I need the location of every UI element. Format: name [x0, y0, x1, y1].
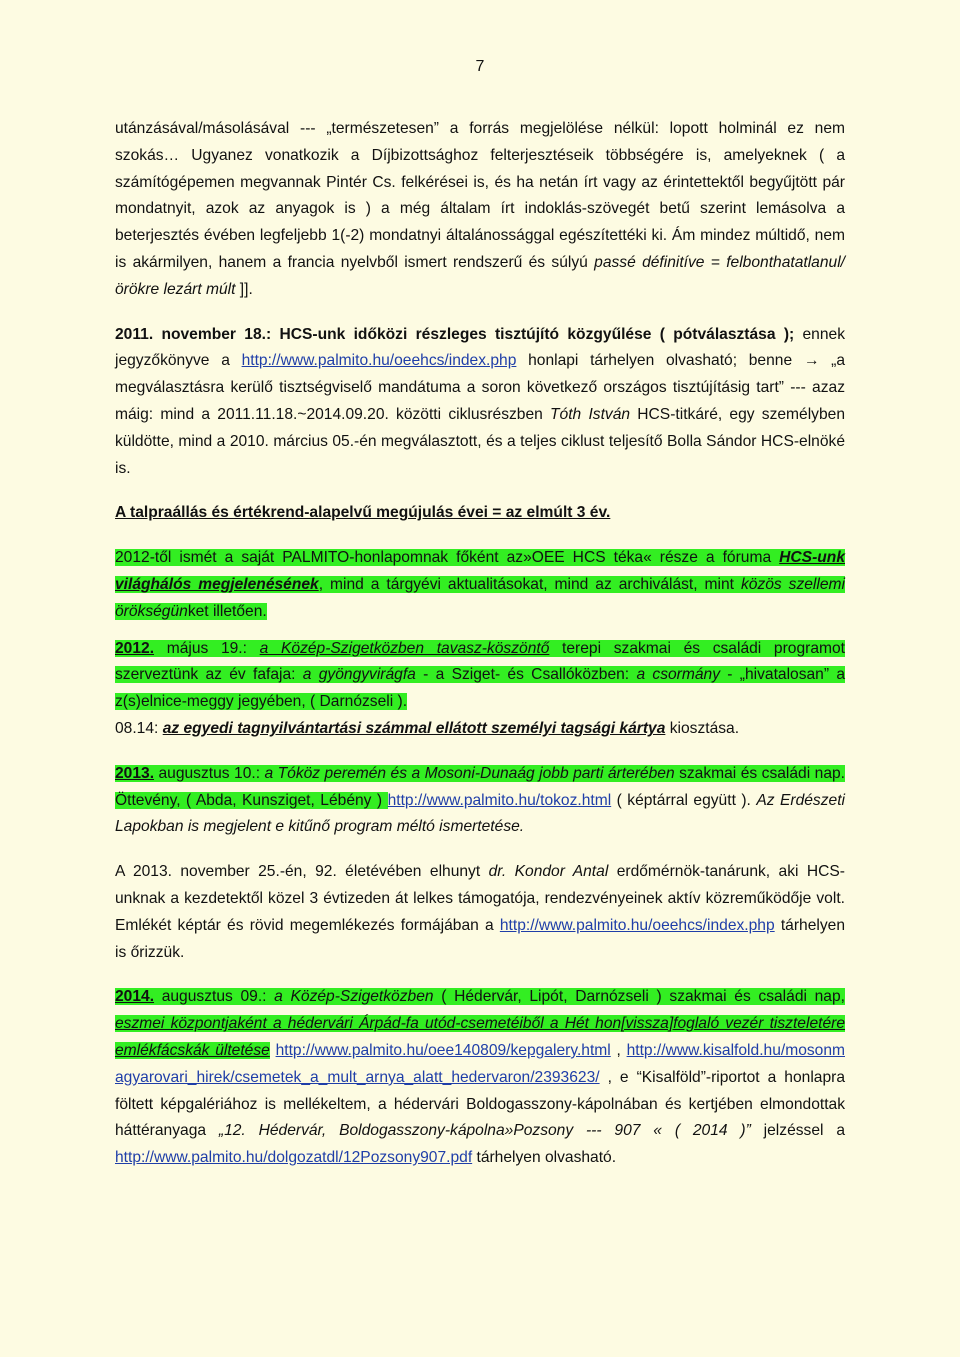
link-tokoz[interactable]: http://www.palmito.hu/tokoz.html — [387, 791, 612, 809]
paragraph-copying — [115, 116, 845, 304]
italic-text: a Közép-Szigetközben — [274, 988, 434, 1006]
paragraph-2012-program — [115, 636, 845, 716]
link-kisalfold[interactable]: http://www.kisalfold.hu/mosonmagyarovari_hirek/csemetek_a_mult_arnya_alatt_hedervaron/2393623/ — [115, 1041, 845, 1086]
year: 2014. — [115, 988, 155, 1006]
page-number: 7 — [475, 58, 485, 75]
paragraph-2014 — [115, 984, 845, 1172]
section-heading: A talpraállás és értékrend-alapelvű megújulás évei = az elmúlt 3 év. — [115, 504, 611, 522]
text: kiosztása. — [665, 719, 740, 737]
italic-text: eszmei központjaként a hédervári Árpád-fa utód-csemetéiből a Hét hon[vissza]foglaló vezér tiszteletére emlékfácskák ültetése — [115, 1015, 845, 1059]
italic-text: közös szellemi örökségün — [115, 575, 845, 620]
paragraph-2013 — [115, 761, 845, 841]
text: ]]. — [235, 280, 253, 298]
text: ( képtárral együtt ). — [611, 791, 757, 809]
text: május 19.: — [154, 639, 260, 657]
text: erdőmérnök-tanárunk, aki HCS-unknak a kezdetektől közel 3 évtizeden át lelkes támogatója, rendezvényeinek aktív közreműködője volt. Emlékét képtár és rövid megemlékezés formájában a — [115, 863, 845, 934]
year: 2013. — [115, 764, 155, 782]
text: augusztus 09.: — [154, 988, 275, 1006]
text: tárhelyen olvasható. — [472, 1149, 617, 1167]
text: 08.14: — [115, 719, 163, 737]
italic-text: a Tóköz peremén és a Mosoni-Dunaág jobb parti árterében — [264, 764, 675, 782]
italic-text: passé définitíve = felbonthatatlanul/örökre lezárt múlt — [115, 253, 845, 298]
year: 2012. — [115, 639, 155, 657]
link-kepgalery[interactable]: http://www.palmito.hu/oee140809/kepgalery.html — [275, 1041, 611, 1059]
paragraph-2011 — [115, 322, 845, 483]
paragraph-tagsagi-kartya — [115, 716, 845, 743]
text: ( Hédervár, Lipót, Darnózseli ) szakmai és családi nap, — [433, 988, 845, 1006]
italic-text: a Közép-Szigetközben tavasz-köszöntő — [259, 639, 550, 657]
text: ket illetően. — [187, 602, 267, 620]
text: utánzásával/másolásával --- „természetesen” a forrás megjelölése nélkül: lopott holminál ez nem szokás… Ugyanez vonatkozik a Díjbizottsághoz felterjesztéseik többségére is, amelyeknek ( a számítógépemen megvannak Pintér Cs. felkérései is, és ha netán írt vagy az érintettektől begyűjtött pár mondatnyit, azok az anyagok is ) a még általam írt indoklás-szövegét betű szerint lemásolva a beterjesztés évében legfeljebb 1(-2) mondatnyi általánossággal egészítettéki ki. Ám mindez múltidő, nem is akármilyen, hanem a francia nyelvből ismert rendszerű és súlyú — [115, 120, 845, 271]
italic-name: Tóth István — [550, 405, 631, 423]
text: honlapi tárhelyen olvasható; benne → „a megválasztásra kerülő tisztségviselő mandátuma a soron következő országos tisztújításig tart” --- azaz máig: mind a 2011.11.18.~2014.09.20. közötti ciklusrészben — [115, 352, 846, 423]
text: A 2013. november 25.-én, 92. életévében elhunyt — [115, 863, 489, 881]
paragraph-kondor-antal — [115, 859, 845, 966]
text: tárhelyen is őrizzük. — [115, 916, 845, 961]
italic-name: dr. Kondor Antal — [488, 863, 609, 881]
text: szakmai és családi nap. Öttevény, ( Abda, Kunsziget, Lébény ) — [115, 764, 845, 809]
text: , e “Kisalföld”-riportot a honlapra föltett képgalériához is mellékeltem, a hédervári Boldogasszony-kápolnában és kertjében elmondottak háttéranyaga — [115, 1068, 845, 1140]
document-body — [115, 116, 845, 1172]
text: , mind a tárgyévi aktualitásokat, mind az archiválást, mint — [318, 575, 741, 593]
link-oeehcs-2[interactable]: http://www.palmito.hu/oeehcs/index.php — [499, 916, 775, 934]
text: jelzéssel a — [750, 1122, 845, 1140]
text: HCS-titkáré, egy személyben küldötte, mind a 2010. március 05.-én megválasztott, és a teljes ciklust teljesítő Bolla Sándor HCS-elnöké is. — [115, 405, 845, 477]
text: , — [610, 1041, 627, 1059]
text: 2012-től ismét a saját PALMITO-honlapomnak főként az»OEE HCS téka« része a fóruma — [115, 549, 780, 567]
bold-text: : HCS-unk időközi részleges tisztújító közgyűlése ( pótválasztása ); — [265, 325, 795, 343]
italic-text: Az Erdészeti Lapokban is megjelent e kitűnő program méltó ismertetése. — [115, 791, 845, 836]
date: 2011. november 18. — [115, 325, 266, 343]
text: - „hivatalosan” a z(s)elnice-meggy jegyében, ( Darnózseli ). — [115, 666, 846, 711]
text: ennek jegyzőkönyve a — [115, 325, 845, 370]
link-oeehcs[interactable]: http://www.palmito.hu/oeehcs/index.php — [241, 352, 517, 370]
text: terepi szakmai és családi programot szerveztünk az év fafaja: — [115, 639, 845, 684]
emphasis-text: HCS-unk világhálós megjelenésének — [115, 549, 845, 593]
link-pozsony-pdf[interactable]: http://www.palmito.hu/dolgozatdl/12Pozsony907.pdf — [115, 1149, 473, 1167]
paragraph-2012-honlap — [115, 545, 845, 625]
italic-text: a gyöngyvirágfa — [302, 666, 416, 684]
italic-text: a csormány — [636, 666, 720, 684]
italic-text: „12. Hédervár, Boldogasszony-kápolna»Pozsony --- 907 « ( 2014 )” — [218, 1122, 751, 1140]
text: augusztus 10.: — [154, 764, 265, 782]
emphasis-text: az egyedi tagnyilvántartási számmal ellátott személyi tagsági kártya — [162, 719, 666, 737]
text: - a Sziget- és Csallóközben: — [415, 666, 637, 684]
